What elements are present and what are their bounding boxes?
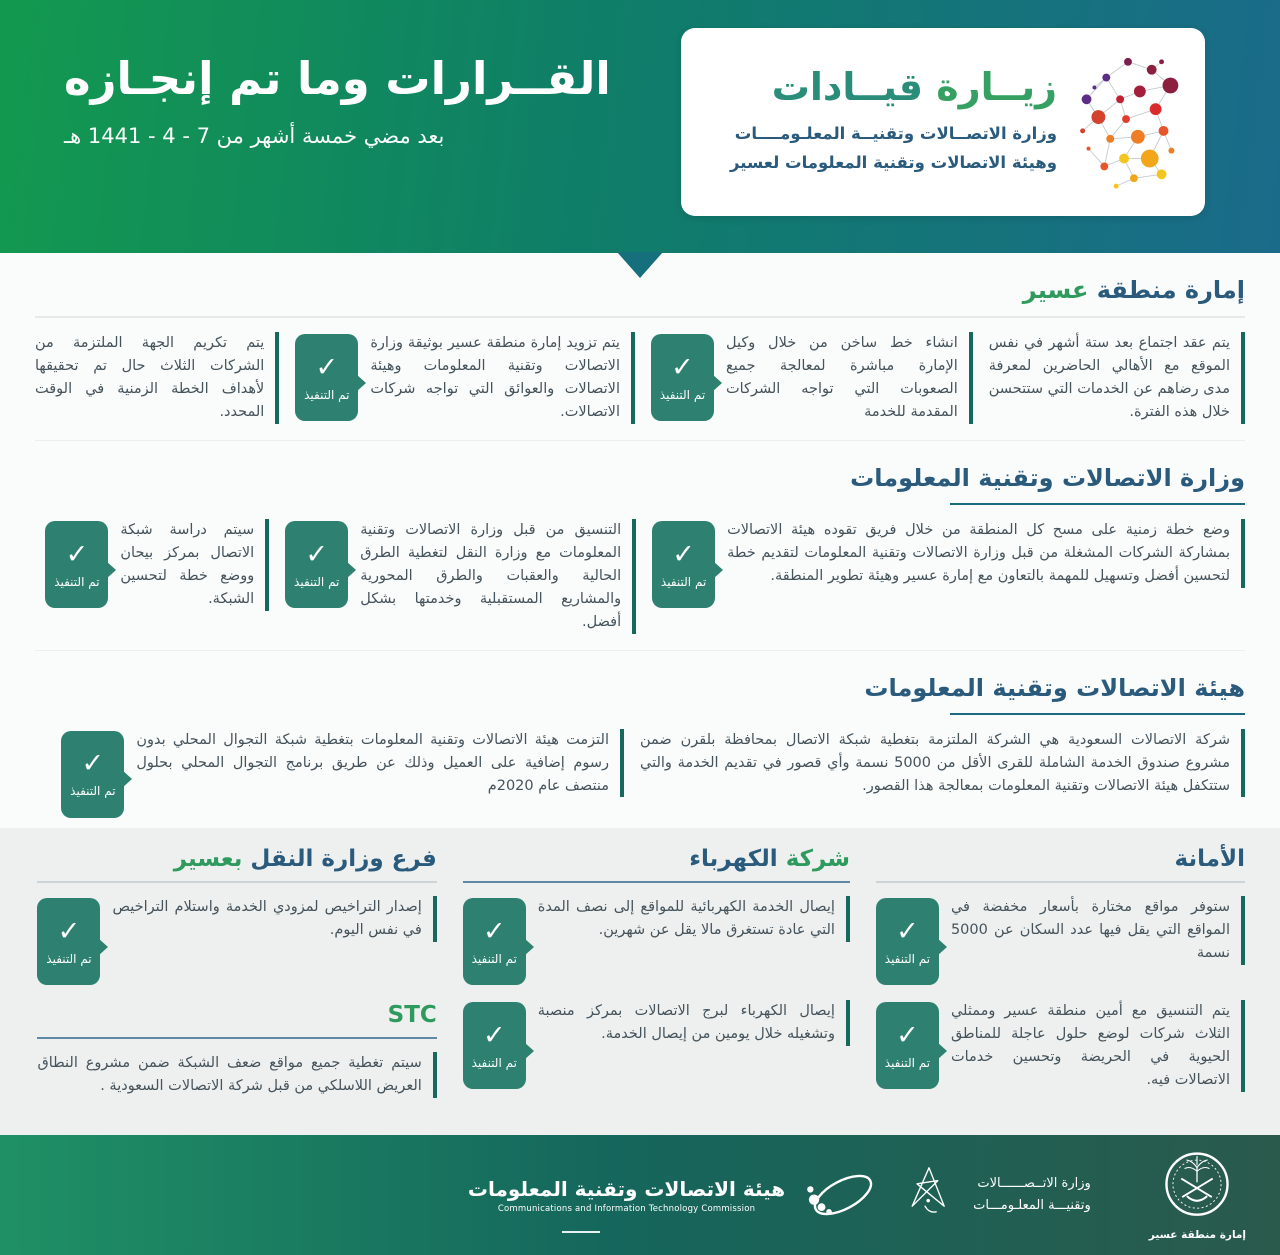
done-badge (876, 898, 939, 985)
logo-card (681, 28, 1205, 216)
done-badge-label: تم التنفيذ (884, 951, 931, 966)
column-title-accent: شركة (777, 846, 850, 873)
item-text: يتم تزويد إمارة منطقة عسير بوثيقة وزارة الاتصالات وتقنية المعلومات وهيئة الاتصالات والعوائق التي تواجه شركات الاتصالات. (370, 332, 635, 424)
section-title (35, 441, 1245, 494)
main-content (0, 253, 1280, 828)
column-municipality (876, 840, 1245, 1113)
column-title-main: الأمانة (1174, 846, 1245, 873)
done-badge-label: تم التنفيذ (659, 387, 706, 402)
section-citc (35, 651, 1245, 829)
done-badge (37, 898, 100, 985)
section-mcit (35, 441, 1245, 651)
visit-logo-title-word2: قيــادات (771, 65, 924, 110)
emirate-emblem-caption: إمارة منطقة عسير (1148, 1229, 1246, 1241)
achievement-item (295, 332, 635, 424)
achievement-item (37, 896, 436, 985)
achievement-item (651, 332, 973, 424)
achievement-item (989, 332, 1245, 424)
visit-logo-line2: وهيئة الاتصالات وتقنية المعلومات لعسير (729, 152, 1057, 172)
title-block (64, 52, 611, 148)
column-subtitle-stc: STC (387, 1002, 437, 1029)
achievement-item (35, 332, 279, 424)
check-icon: ✓ (482, 915, 506, 947)
item-text: سيتم دراسة شبكة الاتصال بمركز بيحان ووضع خطة لتحسين الشبكة. (120, 519, 269, 611)
section-title (35, 651, 1245, 704)
item-text: شركة الاتصالات السعودية هي الشركة الملتزمة بتغطية شبكة الاتصال بمحافظة بلقرن ضمن مشروع صندوق الخدمة الشاملة للقرى الأقل من 5000 نسمة وأي قصور في تقديم الخدمة والتي ستتكفل هيئة الاتصالات وتقنية المعلومات بمعالجة هذا القصور. (640, 729, 1245, 798)
items-row (35, 505, 1245, 650)
done-badge-label: تم التنفيذ (304, 387, 350, 402)
mcit-logo-line2: وتقنيـــة المعلـومـــات (973, 1198, 1091, 1213)
items-row (35, 715, 1245, 828)
done-badge-label: تم التنفيذ (471, 1055, 517, 1070)
done-badge (61, 731, 124, 818)
footer-logos (0, 1135, 1280, 1255)
achievement-item (61, 729, 624, 818)
achievement-item (463, 1000, 850, 1089)
achievement-item (640, 729, 1245, 798)
asir-network-map-logo-icon (1067, 48, 1189, 196)
bottom-panel (0, 828, 1280, 1135)
item-text: ستوفر مواقع مختارة بأسعار مخفضة في المواقع التي يقل فيها عدد السكان عن 5000 نسمة (951, 896, 1245, 965)
page-title: القــرارات وما تم إنجـازه (64, 52, 611, 105)
item-text: التزمت هيئة الاتصالات وتقنية المعلومات بتغطية شبكة التجوال المحلي بدون رسوم إضافية على العميل وذلك عن طريق برنامج التجوال المحلي بحلول منتصف عام 2020م (136, 729, 624, 798)
footer-dash-decoration (562, 1231, 600, 1233)
column-title (463, 840, 850, 872)
done-badge (295, 334, 358, 421)
column-transport-branch (37, 840, 436, 1113)
check-icon: ✓ (896, 915, 919, 947)
section-title-accent: عسير (1022, 276, 1089, 304)
check-icon: ✓ (896, 1019, 919, 1051)
column-title (37, 840, 436, 872)
item-text: يتم التنسيق مع أمين منطقة عسير وممثلي الثلاث شركات لوضع حلول عاجلة للمناطق الحيوية في الحريضة وتحسين خدمات الاتصالات فيه. (951, 1000, 1245, 1092)
check-icon: ✓ (65, 538, 89, 570)
bottom-columns (35, 840, 1245, 1113)
mcit-logo-line1: وزارة الاتــصــــــالات (977, 1175, 1091, 1191)
footer-band (0, 1135, 1280, 1255)
done-badge (876, 1002, 939, 1089)
done-badge-label: تم التنفيذ (294, 574, 340, 589)
column-title-main: فرع وزارة النقل (242, 846, 437, 873)
item-text: إيصال الكهرباء لبرج الاتصالات بمركز منصبة وتشغيله خلال يومين من إيصال الخدمة. (538, 1000, 850, 1046)
done-badge (651, 334, 714, 421)
column-underline (37, 881, 436, 883)
item-text: التنسيق من قبل وزارة الاتصالات وتقنية المعلومات مع وزارة النقل لتغطية الطرق الحالية والعقبات والطرق المحورية والمشاريع المستقبلية وخدمتها بشكل أفضل. (360, 519, 636, 634)
section-emirate-asir (35, 253, 1245, 441)
section-title-main: هيئة الاتصالات وتقنية المعلومات (864, 673, 1245, 702)
achievement-item (37, 1052, 436, 1098)
citc-logo-mark-icon (801, 1162, 885, 1228)
check-icon: ✓ (671, 351, 694, 383)
done-badge (463, 1002, 526, 1089)
achievement-item (45, 519, 269, 611)
done-badge (652, 521, 715, 608)
mcit-logo-mark-icon (901, 1163, 957, 1227)
check-icon: ✓ (315, 351, 339, 383)
achievement-item (652, 519, 1245, 608)
done-badge-label: تم التنفيذ (471, 951, 517, 966)
done-badge-label: تم التنفيذ (884, 1055, 931, 1070)
page-subtitle: بعد مضي خمسة أشهر من 7 - 4 - 1441 هـ (64, 124, 445, 148)
down-arrow-icon (617, 252, 663, 278)
done-badge-label: تم التنفيذ (660, 574, 707, 589)
item-text: إصدار التراخيص لمزودي الخدمة واستلام التراخيص في نفس اليوم. (112, 896, 436, 942)
mcit-logo-text (973, 1173, 1091, 1217)
column-title-accent: بعسير (173, 846, 243, 873)
check-icon: ✓ (672, 538, 695, 570)
achievement-item (876, 1000, 1245, 1092)
item-text: إيصال الخدمة الكهربائية للمواقع إلى نصف المدة التي عادة تستغرق مالا يقل عن شهرين. (538, 896, 850, 942)
asir-emirate-emblem (1149, 1149, 1246, 1241)
done-badge-label: تم التنفيذ (54, 574, 100, 589)
citc-logo-english: Communications and Information Technology Commission (497, 1203, 756, 1214)
logo-card-text (697, 66, 1057, 177)
column-electricity-company (463, 840, 850, 1113)
done-badge-label: تم التنفيذ (46, 951, 92, 966)
item-text: انشاء خط ساخن من خلال وكيل الإمارة مباشرة لمعالجة جميع الصعوبات التي تواجه الشركات المقدمة للخدمة (726, 332, 973, 424)
item-text: سيتم تغطية جميع مواقع ضعف الشبكة ضمن مشروع النطاق العريض اللاسلكي من قبل شركة الاتصالات السعودية . (37, 1052, 436, 1098)
items-row (35, 318, 1245, 440)
check-icon: ✓ (57, 915, 81, 947)
column-title (876, 840, 1245, 872)
header-band (0, 0, 1280, 253)
item-text: يتم تكريم الجهة الملتزمة من الشركات الثلاث حال تم تحقيقها لأهداف الخطة الزمنية في الوقت المحدد. (35, 332, 279, 424)
achievement-item (876, 896, 1245, 985)
column-title-main: الكهرباء (689, 846, 778, 873)
section-title-main: إمارة منطقة (1088, 276, 1245, 304)
done-badge-label: تم التنفيذ (70, 784, 116, 799)
visit-logo-title (705, 66, 1057, 110)
check-icon: ✓ (482, 1019, 506, 1051)
column-underline (463, 881, 850, 883)
done-badge (45, 521, 108, 608)
column-underline (37, 1037, 436, 1039)
visit-logo-title-word1: زيــارة (936, 65, 1057, 110)
citc-logo (468, 1177, 785, 1214)
done-badge (285, 521, 348, 608)
visit-logo-line1: وزارة الاتصــالات وتقنيــة المعلـومــــات (734, 123, 1057, 143)
item-text: وضع خطة زمنية على مسح كل المنطقة من خلال فريق تقوده هيئة الاتصالات بمشاركة الشركات المشغلة من قبل وزارة الاتصالات وتقنية المعلومات لتقديم خطة لتحسين أفضل وتسهيل للمهمة بالتعاون مع إمارة عسير وهيئة تطوير المنطقة. (727, 519, 1245, 588)
check-icon: ✓ (81, 748, 105, 780)
emirate-emblem-icon (1160, 1149, 1234, 1223)
section-title-main: وزارة الاتصالات وتقنية المعلومات (850, 463, 1245, 492)
achievement-item (285, 519, 636, 634)
done-badge (463, 898, 526, 985)
achievement-item (463, 896, 850, 985)
check-icon: ✓ (305, 538, 329, 570)
citc-logo-arabic: هيئة الاتصالات وتقنية المعلومات (467, 1176, 786, 1201)
item-text: يتم عقد اجتماع بعد ستة أشهر في نفس الموقع مع الأهالي الحاضرين لمعرفة مدى رضاهم عن الخدمات التي ستتحسن خلال هذه الفترة. (989, 332, 1245, 424)
column-underline (876, 881, 1245, 883)
